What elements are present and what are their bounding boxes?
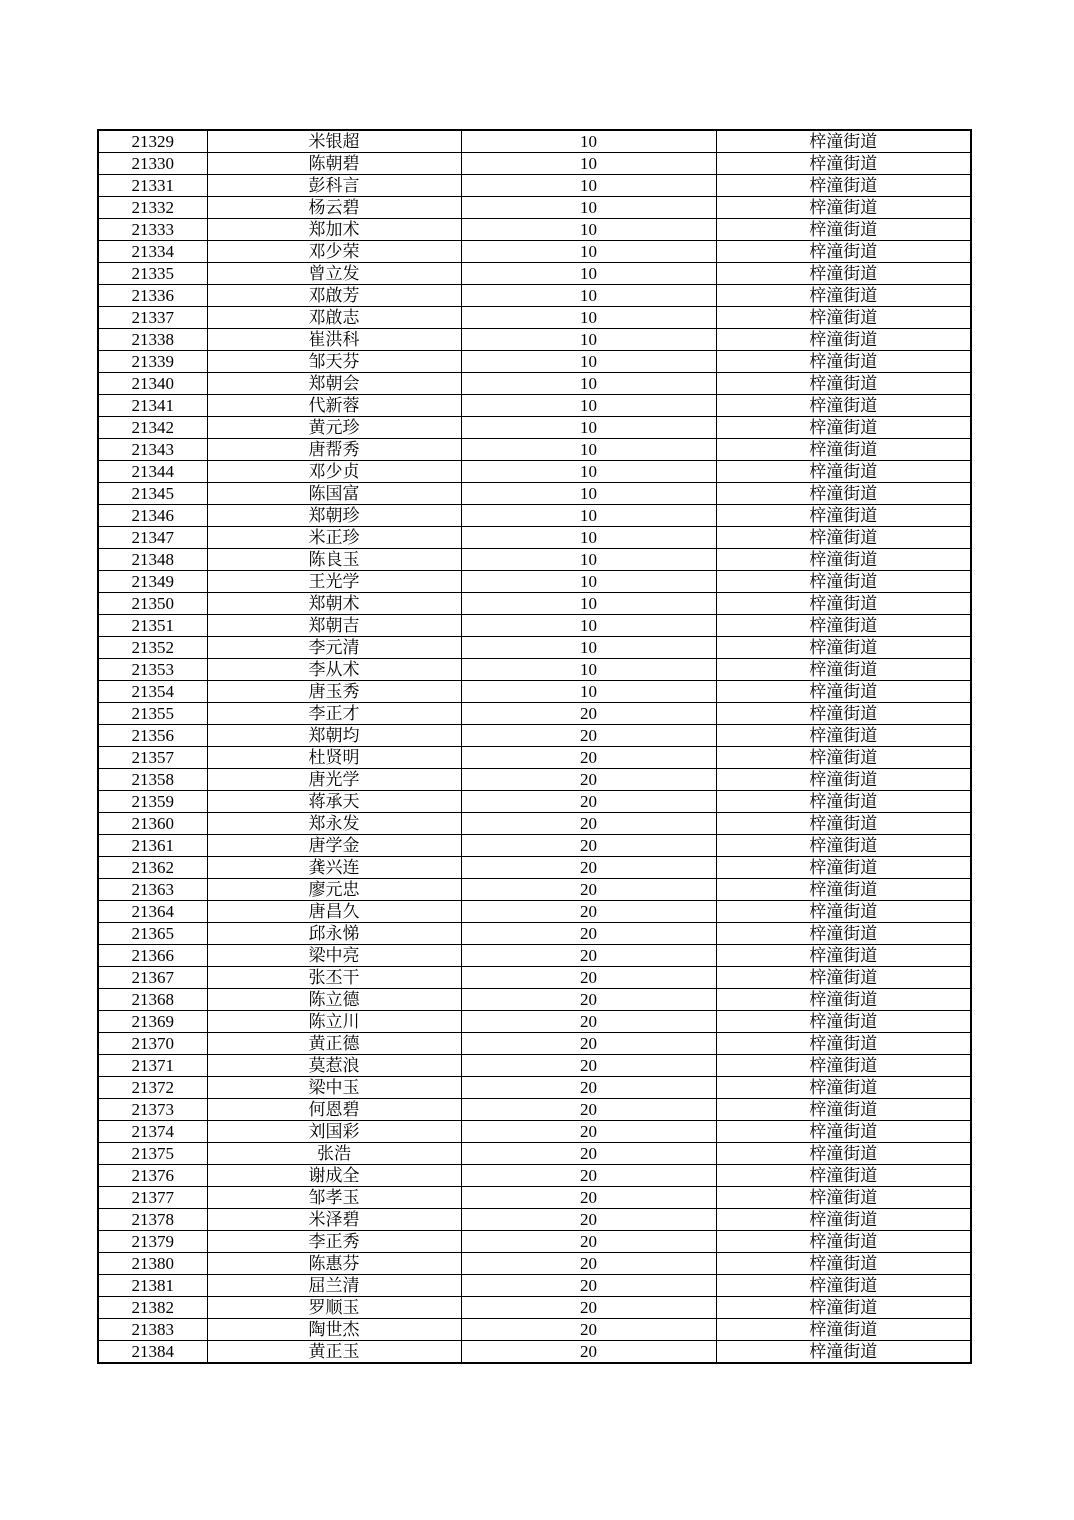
- row-location-cell: 梓潼街道: [716, 219, 971, 241]
- row-amount-cell: 20: [461, 1011, 716, 1033]
- row-name-cell: 廖元忠: [207, 879, 461, 901]
- row-name-cell: 郑朝术: [207, 593, 461, 615]
- row-id-cell: 21357: [98, 747, 207, 769]
- row-location-cell: 梓潼街道: [716, 725, 971, 747]
- row-amount-cell: 20: [461, 1121, 716, 1143]
- row-amount-cell: 10: [461, 373, 716, 395]
- row-name-cell: 邓少荣: [207, 241, 461, 263]
- row-name-cell: 梁中玉: [207, 1077, 461, 1099]
- row-amount-cell: 20: [461, 1341, 716, 1364]
- row-location-cell: 梓潼街道: [716, 857, 971, 879]
- row-id-cell: 21366: [98, 945, 207, 967]
- row-location-cell: 梓潼街道: [716, 571, 971, 593]
- row-name-cell: 杜贤明: [207, 747, 461, 769]
- row-amount-cell: 20: [461, 769, 716, 791]
- row-id-cell: 21340: [98, 373, 207, 395]
- row-name-cell: 代新蓉: [207, 395, 461, 417]
- row-id-cell: 21375: [98, 1143, 207, 1165]
- row-amount-cell: 10: [461, 175, 716, 197]
- row-name-cell: 李元清: [207, 637, 461, 659]
- row-id-cell: 21337: [98, 307, 207, 329]
- table-row: [98, 1187, 971, 1209]
- row-id-cell: 21348: [98, 549, 207, 571]
- row-name-cell: 龚兴连: [207, 857, 461, 879]
- row-amount-cell: 20: [461, 901, 716, 923]
- row-amount-cell: 20: [461, 835, 716, 857]
- table-row: [98, 153, 971, 175]
- row-location-cell: 梓潼街道: [716, 1121, 971, 1143]
- table-row: [98, 1253, 971, 1275]
- table-row: [98, 967, 971, 989]
- table-row: [98, 329, 971, 351]
- row-amount-cell: 20: [461, 989, 716, 1011]
- row-id-cell: 21377: [98, 1187, 207, 1209]
- row-amount-cell: 10: [461, 659, 716, 681]
- table-row: [98, 1033, 971, 1055]
- row-location-cell: 梓潼街道: [716, 1165, 971, 1187]
- row-location-cell: 梓潼街道: [716, 1341, 971, 1364]
- row-name-cell: 陈朝碧: [207, 153, 461, 175]
- row-amount-cell: 20: [461, 1253, 716, 1275]
- row-id-cell: 21353: [98, 659, 207, 681]
- table-row: [98, 373, 971, 395]
- row-id-cell: 21370: [98, 1033, 207, 1055]
- table-row: [98, 945, 971, 967]
- table-row: [98, 1319, 971, 1341]
- table-row: [98, 747, 971, 769]
- row-location-cell: 梓潼街道: [716, 703, 971, 725]
- table-row: [98, 130, 971, 153]
- row-name-cell: 陈良玉: [207, 549, 461, 571]
- row-amount-cell: 10: [461, 439, 716, 461]
- row-id-cell: 21380: [98, 1253, 207, 1275]
- row-id-cell: 21355: [98, 703, 207, 725]
- row-location-cell: 梓潼街道: [716, 351, 971, 373]
- row-id-cell: 21350: [98, 593, 207, 615]
- row-id-cell: 21351: [98, 615, 207, 637]
- row-location-cell: 梓潼街道: [716, 285, 971, 307]
- row-amount-cell: 20: [461, 1297, 716, 1319]
- row-location-cell: 梓潼街道: [716, 549, 971, 571]
- row-location-cell: 梓潼街道: [716, 593, 971, 615]
- row-amount-cell: 20: [461, 1165, 716, 1187]
- row-amount-cell: 10: [461, 593, 716, 615]
- table-row: [98, 395, 971, 417]
- table-row: [98, 439, 971, 461]
- row-location-cell: 梓潼街道: [716, 1033, 971, 1055]
- row-location-cell: 梓潼街道: [716, 263, 971, 285]
- row-amount-cell: 10: [461, 241, 716, 263]
- row-location-cell: 梓潼街道: [716, 989, 971, 1011]
- row-name-cell: 梁中亮: [207, 945, 461, 967]
- row-name-cell: 郑朝均: [207, 725, 461, 747]
- row-id-cell: 21382: [98, 1297, 207, 1319]
- row-id-cell: 21352: [98, 637, 207, 659]
- row-name-cell: 唐光学: [207, 769, 461, 791]
- row-location-cell: 梓潼街道: [716, 1099, 971, 1121]
- row-amount-cell: 20: [461, 1055, 716, 1077]
- row-location-cell: 梓潼街道: [716, 373, 971, 395]
- row-amount-cell: 20: [461, 813, 716, 835]
- row-id-cell: 21378: [98, 1209, 207, 1231]
- row-amount-cell: 20: [461, 1231, 716, 1253]
- row-id-cell: 21365: [98, 923, 207, 945]
- row-location-cell: 梓潼街道: [716, 901, 971, 923]
- row-location-cell: 梓潼街道: [716, 747, 971, 769]
- row-id-cell: 21359: [98, 791, 207, 813]
- table-row: [98, 571, 971, 593]
- row-amount-cell: 20: [461, 1143, 716, 1165]
- table-row: [98, 1099, 971, 1121]
- table-row: [98, 175, 971, 197]
- table-row: [98, 901, 971, 923]
- row-id-cell: 21373: [98, 1099, 207, 1121]
- row-amount-cell: 10: [461, 417, 716, 439]
- row-name-cell: 邓啟志: [207, 307, 461, 329]
- row-id-cell: 21356: [98, 725, 207, 747]
- row-id-cell: 21383: [98, 1319, 207, 1341]
- row-name-cell: 莫惹浪: [207, 1055, 461, 1077]
- row-location-cell: 梓潼街道: [716, 483, 971, 505]
- row-amount-cell: 20: [461, 1319, 716, 1341]
- row-id-cell: 21371: [98, 1055, 207, 1077]
- table-row: [98, 1341, 971, 1364]
- row-location-cell: 梓潼街道: [716, 197, 971, 219]
- table-row: [98, 703, 971, 725]
- row-id-cell: 21376: [98, 1165, 207, 1187]
- row-id-cell: 21368: [98, 989, 207, 1011]
- row-amount-cell: 20: [461, 945, 716, 967]
- row-location-cell: 梓潼街道: [716, 813, 971, 835]
- row-name-cell: 米正珍: [207, 527, 461, 549]
- row-name-cell: 米泽碧: [207, 1209, 461, 1231]
- row-amount-cell: 10: [461, 285, 716, 307]
- row-location-cell: 梓潼街道: [716, 175, 971, 197]
- row-name-cell: 李正才: [207, 703, 461, 725]
- row-id-cell: 21339: [98, 351, 207, 373]
- row-id-cell: 21342: [98, 417, 207, 439]
- row-name-cell: 罗顺玉: [207, 1297, 461, 1319]
- row-location-cell: 梓潼街道: [716, 241, 971, 263]
- row-name-cell: 杨云碧: [207, 197, 461, 219]
- table-row: [98, 1121, 971, 1143]
- row-location-cell: 梓潼街道: [716, 1143, 971, 1165]
- row-amount-cell: 20: [461, 879, 716, 901]
- row-name-cell: 黄正德: [207, 1033, 461, 1055]
- row-id-cell: 21341: [98, 395, 207, 417]
- row-name-cell: 郑加术: [207, 219, 461, 241]
- row-amount-cell: 10: [461, 505, 716, 527]
- row-name-cell: 邓啟芳: [207, 285, 461, 307]
- row-amount-cell: 20: [461, 923, 716, 945]
- row-amount-cell: 10: [461, 483, 716, 505]
- row-location-cell: 梓潼街道: [716, 659, 971, 681]
- row-location-cell: 梓潼街道: [716, 505, 971, 527]
- row-amount-cell: 10: [461, 307, 716, 329]
- row-id-cell: 21329: [98, 130, 207, 153]
- row-amount-cell: 10: [461, 681, 716, 703]
- row-name-cell: 崔洪科: [207, 329, 461, 351]
- row-id-cell: 21332: [98, 197, 207, 219]
- table-row: [98, 1165, 971, 1187]
- table-row: [98, 835, 971, 857]
- table-row: [98, 813, 971, 835]
- row-id-cell: 21367: [98, 967, 207, 989]
- row-amount-cell: 20: [461, 1187, 716, 1209]
- row-name-cell: 郑朝吉: [207, 615, 461, 637]
- row-amount-cell: 20: [461, 1209, 716, 1231]
- table-row: [98, 659, 971, 681]
- row-location-cell: 梓潼街道: [716, 681, 971, 703]
- row-amount-cell: 10: [461, 351, 716, 373]
- row-location-cell: 梓潼街道: [716, 923, 971, 945]
- row-id-cell: 21372: [98, 1077, 207, 1099]
- table-row: [98, 593, 971, 615]
- row-id-cell: 21335: [98, 263, 207, 285]
- row-name-cell: 米银超: [207, 130, 461, 153]
- row-location-cell: 梓潼街道: [716, 967, 971, 989]
- row-amount-cell: 10: [461, 527, 716, 549]
- row-id-cell: 21333: [98, 219, 207, 241]
- table-row: [98, 725, 971, 747]
- row-name-cell: 蒋承天: [207, 791, 461, 813]
- row-name-cell: 唐昌久: [207, 901, 461, 923]
- row-amount-cell: 10: [461, 153, 716, 175]
- row-amount-cell: 20: [461, 1275, 716, 1297]
- row-location-cell: 梓潼街道: [716, 439, 971, 461]
- table-row: [98, 1231, 971, 1253]
- row-name-cell: 张丕干: [207, 967, 461, 989]
- row-location-cell: 梓潼街道: [716, 879, 971, 901]
- table-row: [98, 351, 971, 373]
- row-name-cell: 郑朝珍: [207, 505, 461, 527]
- row-name-cell: 李正秀: [207, 1231, 461, 1253]
- table-row: [98, 549, 971, 571]
- data-table: [97, 129, 972, 1364]
- row-id-cell: 21334: [98, 241, 207, 263]
- row-location-cell: 梓潼街道: [716, 461, 971, 483]
- row-amount-cell: 20: [461, 1099, 716, 1121]
- row-amount-cell: 20: [461, 967, 716, 989]
- row-id-cell: 21361: [98, 835, 207, 857]
- row-id-cell: 21369: [98, 1011, 207, 1033]
- table-row: [98, 1077, 971, 1099]
- row-location-cell: 梓潼街道: [716, 417, 971, 439]
- table-row: [98, 923, 971, 945]
- row-amount-cell: 10: [461, 219, 716, 241]
- row-amount-cell: 10: [461, 395, 716, 417]
- row-location-cell: 梓潼街道: [716, 307, 971, 329]
- row-location-cell: 梓潼街道: [716, 1297, 971, 1319]
- row-amount-cell: 20: [461, 725, 716, 747]
- row-amount-cell: 20: [461, 791, 716, 813]
- row-id-cell: 21362: [98, 857, 207, 879]
- row-id-cell: 21343: [98, 439, 207, 461]
- row-name-cell: 屈兰清: [207, 1275, 461, 1297]
- row-amount-cell: 10: [461, 461, 716, 483]
- row-id-cell: 21363: [98, 879, 207, 901]
- row-id-cell: 21381: [98, 1275, 207, 1297]
- row-name-cell: 邓少贞: [207, 461, 461, 483]
- row-location-cell: 梓潼街道: [716, 835, 971, 857]
- row-id-cell: 21374: [98, 1121, 207, 1143]
- row-name-cell: 何恩碧: [207, 1099, 461, 1121]
- row-amount-cell: 10: [461, 329, 716, 351]
- row-name-cell: 刘国彩: [207, 1121, 461, 1143]
- row-id-cell: 21338: [98, 329, 207, 351]
- table-row: [98, 241, 971, 263]
- row-location-cell: 梓潼街道: [716, 1275, 971, 1297]
- row-name-cell: 曾立发: [207, 263, 461, 285]
- row-location-cell: 梓潼街道: [716, 329, 971, 351]
- row-name-cell: 张浩: [207, 1143, 461, 1165]
- row-location-cell: 梓潼街道: [716, 527, 971, 549]
- row-location-cell: 梓潼街道: [716, 637, 971, 659]
- table-row: [98, 417, 971, 439]
- row-id-cell: 21336: [98, 285, 207, 307]
- table-row: [98, 285, 971, 307]
- table-row: [98, 1209, 971, 1231]
- row-name-cell: 唐学金: [207, 835, 461, 857]
- row-amount-cell: 10: [461, 130, 716, 153]
- row-name-cell: 王光学: [207, 571, 461, 593]
- row-location-cell: 梓潼街道: [716, 395, 971, 417]
- row-name-cell: 李从术: [207, 659, 461, 681]
- table-row: [98, 1055, 971, 1077]
- row-amount-cell: 20: [461, 857, 716, 879]
- row-amount-cell: 20: [461, 1077, 716, 1099]
- row-id-cell: 21346: [98, 505, 207, 527]
- row-location-cell: 梓潼街道: [716, 769, 971, 791]
- table-row: [98, 197, 971, 219]
- row-location-cell: 梓潼街道: [716, 615, 971, 637]
- row-name-cell: 谢成全: [207, 1165, 461, 1187]
- row-name-cell: 陈立川: [207, 1011, 461, 1033]
- row-name-cell: 陈立德: [207, 989, 461, 1011]
- row-location-cell: 梓潼街道: [716, 1209, 971, 1231]
- row-name-cell: 彭科言: [207, 175, 461, 197]
- row-location-cell: 梓潼街道: [716, 1319, 971, 1341]
- row-amount-cell: 20: [461, 703, 716, 725]
- row-amount-cell: 10: [461, 263, 716, 285]
- row-id-cell: 21384: [98, 1341, 207, 1364]
- row-name-cell: 黄元珍: [207, 417, 461, 439]
- row-location-cell: 梓潼街道: [716, 791, 971, 813]
- row-id-cell: 21345: [98, 483, 207, 505]
- row-name-cell: 邱永悌: [207, 923, 461, 945]
- row-id-cell: 21331: [98, 175, 207, 197]
- row-location-cell: 梓潼街道: [716, 1011, 971, 1033]
- table-row: [98, 1297, 971, 1319]
- row-location-cell: 梓潼街道: [716, 1253, 971, 1275]
- row-id-cell: 21344: [98, 461, 207, 483]
- table-row: [98, 505, 971, 527]
- row-name-cell: 郑朝会: [207, 373, 461, 395]
- row-name-cell: 陈惠芬: [207, 1253, 461, 1275]
- table-body: [98, 130, 971, 1363]
- row-amount-cell: 10: [461, 637, 716, 659]
- row-amount-cell: 10: [461, 571, 716, 593]
- table-row: [98, 681, 971, 703]
- row-id-cell: 21330: [98, 153, 207, 175]
- row-id-cell: 21360: [98, 813, 207, 835]
- row-id-cell: 21364: [98, 901, 207, 923]
- table-row: [98, 219, 971, 241]
- row-name-cell: 唐帮秀: [207, 439, 461, 461]
- table-row: [98, 637, 971, 659]
- table-row: [98, 1275, 971, 1297]
- row-location-cell: 梓潼街道: [716, 130, 971, 153]
- table-row: [98, 879, 971, 901]
- row-amount-cell: 10: [461, 549, 716, 571]
- row-id-cell: 21379: [98, 1231, 207, 1253]
- row-location-cell: 梓潼街道: [716, 1231, 971, 1253]
- table-row: [98, 615, 971, 637]
- table-row: [98, 1143, 971, 1165]
- row-name-cell: 邹天芬: [207, 351, 461, 373]
- row-location-cell: 梓潼街道: [716, 1055, 971, 1077]
- row-name-cell: 郑永发: [207, 813, 461, 835]
- row-name-cell: 黄正玉: [207, 1341, 461, 1364]
- row-name-cell: 陶世杰: [207, 1319, 461, 1341]
- table-row: [98, 769, 971, 791]
- table-row: [98, 989, 971, 1011]
- table-row: [98, 263, 971, 285]
- row-name-cell: 唐玉秀: [207, 681, 461, 703]
- row-amount-cell: 10: [461, 615, 716, 637]
- table-row: [98, 1011, 971, 1033]
- row-id-cell: 21347: [98, 527, 207, 549]
- row-id-cell: 21358: [98, 769, 207, 791]
- row-location-cell: 梓潼街道: [716, 1077, 971, 1099]
- row-amount-cell: 20: [461, 1033, 716, 1055]
- row-location-cell: 梓潼街道: [716, 945, 971, 967]
- table-row: [98, 857, 971, 879]
- row-location-cell: 梓潼街道: [716, 153, 971, 175]
- row-name-cell: 邹孝玉: [207, 1187, 461, 1209]
- table-row: [98, 483, 971, 505]
- row-location-cell: 梓潼街道: [716, 1187, 971, 1209]
- table-row: [98, 461, 971, 483]
- row-amount-cell: 20: [461, 747, 716, 769]
- table-row: [98, 527, 971, 549]
- row-id-cell: 21349: [98, 571, 207, 593]
- row-name-cell: 陈国富: [207, 483, 461, 505]
- table-row: [98, 307, 971, 329]
- table-row: [98, 791, 971, 813]
- row-id-cell: 21354: [98, 681, 207, 703]
- row-amount-cell: 10: [461, 197, 716, 219]
